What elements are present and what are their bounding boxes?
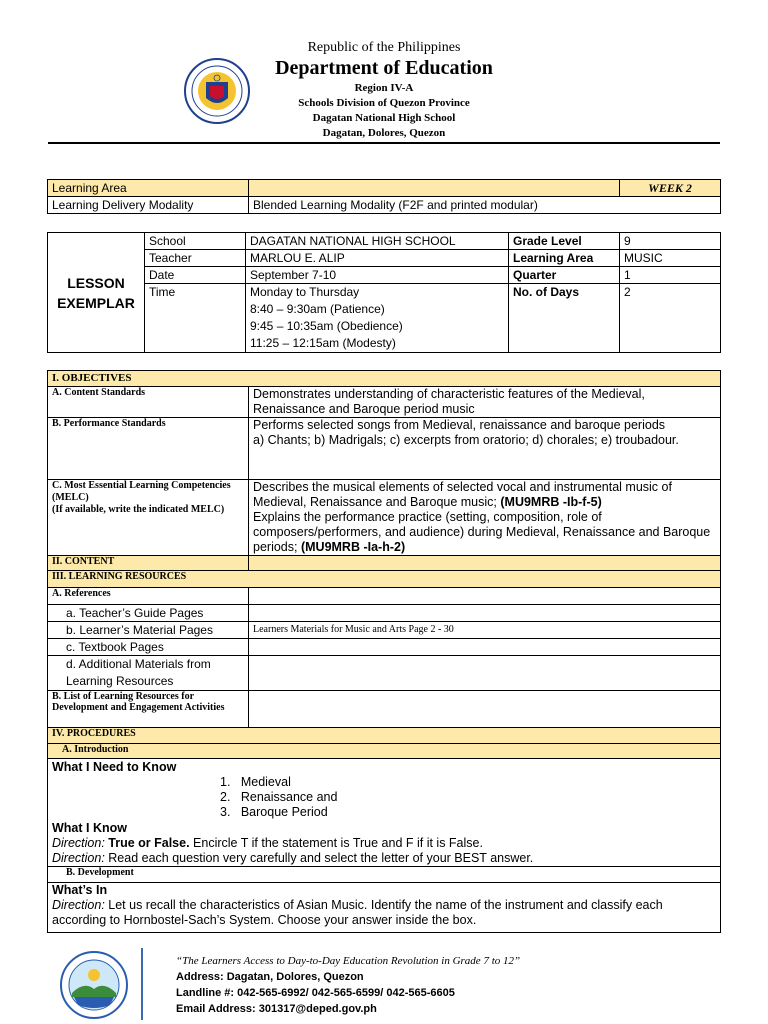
references-value — [249, 588, 721, 605]
grade-label: Grade Level — [509, 233, 620, 250]
quarter-value: 1 — [620, 267, 721, 284]
performance-standards-value — [249, 418, 721, 480]
lesson-plan-table — [47, 370, 721, 933]
area-value: MUSIC — [620, 250, 721, 267]
lesson-exemplar-title — [48, 233, 145, 353]
development-heading: B. Development — [48, 867, 721, 883]
footer-motto: “The Learners Access to Day-to-Day Education Revolution in Grade 7 to 12” — [176, 955, 521, 967]
quarter-label: Quarter — [509, 267, 620, 284]
know-heading: What I Know — [52, 821, 127, 835]
school-value: DAGATAN NATIONAL HIGH SCHOOL — [246, 233, 509, 250]
melc-label-line: (If available, write the indicated MELC) — [52, 504, 225, 515]
days-label: No. of Days — [509, 284, 620, 353]
know-direction-2: Direction: Read each question very carefully and select the letter of your BEST answer. — [52, 851, 534, 865]
school-label: School — [145, 233, 246, 250]
learners-material-value: Learners Materials for Music and Arts Page 2 - 30 — [249, 622, 721, 639]
melc-2-code: (MU9MRB -Ia-h-2) — [300, 540, 406, 554]
know-direction-1: Direction: True or False. Encircle T if the statement is True and F if it is False. — [52, 836, 483, 850]
republic-line: Republic of the Philippines — [307, 40, 461, 55]
teachers-guide-value — [249, 605, 721, 622]
modality-value: Blended Learning Modality (F2F and printed modular) — [249, 197, 721, 214]
additional-materials-label: d. Additional Materials from Learning Resources — [48, 656, 249, 691]
introduction-content — [48, 759, 721, 867]
time-line: 9:45 – 10:35am (Obedience) — [250, 319, 403, 333]
learning-area-table — [47, 179, 721, 214]
objectives-heading: I. OBJECTIVES — [48, 371, 721, 387]
area-label: Learning Area — [509, 250, 620, 267]
grade-value: 9 — [620, 233, 721, 250]
time-line: 8:40 – 9:30am (Patience) — [250, 302, 385, 316]
days-value: 2 — [620, 284, 721, 353]
additional-materials-value — [249, 656, 721, 691]
school-line: Dagatan National High School — [312, 112, 456, 124]
introduction-heading: A. Introduction — [48, 744, 721, 759]
time-line: 11:25 – 12:15am (Modesty) — [250, 336, 396, 350]
content-standards-label: A. Content Standards — [48, 387, 249, 418]
need-heading: What I Need to Know — [52, 760, 177, 774]
learning-resources-heading: III. LEARNING RESOURCES — [48, 571, 721, 588]
whats-in-heading: What’s In — [52, 883, 108, 897]
time-line: Monday to Thursday — [250, 285, 360, 299]
modality-label: Learning Delivery Modality — [48, 197, 249, 214]
lesson-exemplar-table — [47, 232, 721, 353]
learning-area-value — [249, 180, 620, 197]
melc-1-code: (MU9MRB -Ib-f-5) — [500, 495, 602, 509]
time-label: Time — [145, 284, 246, 353]
content-value — [249, 556, 721, 571]
department-title: Department of Education — [275, 57, 493, 79]
procedures-heading: IV. PROCEDURES — [48, 728, 721, 744]
address-line: Dagatan, Dolores, Quezon — [322, 127, 446, 139]
melc-2: Explains the performance practice (setting, composition, role of composers/performers, and audience) during Medieval, Renaissance and Baroque periods; — [253, 510, 711, 554]
references-label: A. References — [48, 588, 249, 605]
whats-in-direction: Direction: Let us recall the characteristics of Asian Music. Identify the name of the instrument and classify each according to Hornbostel-Sach’s System. Choose your answer inside the box. — [52, 898, 663, 927]
title-line-2: EXEMPLAR — [57, 294, 135, 311]
time-value — [246, 284, 509, 353]
need-item: 2. Renaissance and — [220, 790, 338, 804]
footer-address: Address: Dagatan, Dolores, Quezon — [176, 971, 364, 983]
region-line: Region IV-A — [354, 82, 414, 94]
footer-landline: Landline #: 042-565-6992/ 042-565-6599/ 042-565-6605 — [176, 987, 455, 999]
learning-area-label: Learning Area — [48, 180, 249, 197]
melc-value — [249, 480, 721, 556]
week-label: WEEK 2 — [620, 180, 721, 197]
learners-material-label: b. Learner’s Material Pages — [48, 622, 249, 639]
need-item: 1. Medieval — [220, 775, 291, 789]
textbook-value — [249, 639, 721, 656]
footer-email[interactable]: Email Address: 301317@deped.gov.ph — [176, 1003, 377, 1015]
melc-label — [48, 480, 249, 556]
school-seal-logo — [60, 951, 128, 1019]
letterhead — [0, 40, 768, 141]
teacher-label: Teacher — [145, 250, 246, 267]
resources-list-value — [249, 691, 721, 728]
textbook-label: c. Textbook Pages — [48, 639, 249, 656]
date-label: Date — [145, 267, 246, 284]
content-heading: II. CONTENT — [48, 556, 249, 571]
division-line: Schools Division of Quezon Province — [298, 97, 470, 109]
header-divider — [48, 142, 720, 144]
need-list — [52, 775, 716, 820]
need-item: 3. Baroque Period — [220, 805, 328, 819]
teacher-value: MARLOU E. ALIP — [246, 250, 509, 267]
melc-label-line: C. Most Essential Learning Competencies (MELC) — [52, 480, 231, 503]
resources-list-label: B. List of Learning Resources for Development and Engagement Activities — [48, 691, 249, 728]
teachers-guide-label: a. Teacher’s Guide Pages — [48, 605, 249, 622]
date-value: September 7-10 — [246, 267, 509, 284]
performance-line: a) Chants; b) Madrigals; c) excerpts from oratorio; d) chorales; e) troubadour. — [253, 433, 679, 447]
content-standards-value: Demonstrates understanding of characteristic features of the Medieval, Renaissance and Baroque period music — [249, 387, 721, 418]
performance-line: Performs selected songs from Medieval, renaissance and baroque periods — [253, 418, 666, 432]
title-line-1: LESSON — [67, 274, 125, 291]
melc-1: Describes the musical elements of selected vocal and instrumental music of Medieval, Renaissance and Baroque music; — [253, 480, 672, 509]
performance-standards-label: B. Performance Standards — [48, 418, 249, 480]
development-content — [48, 883, 721, 933]
footer-divider — [141, 948, 143, 1020]
